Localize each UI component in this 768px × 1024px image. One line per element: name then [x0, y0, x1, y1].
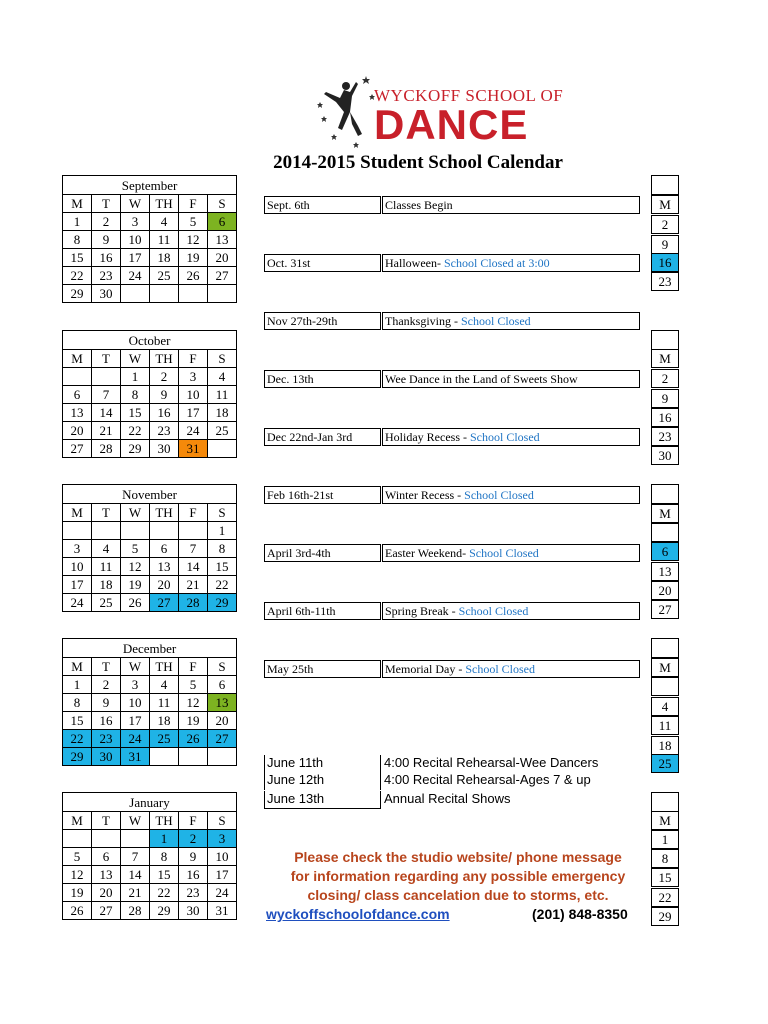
date-cell — [208, 285, 237, 303]
date-cell: 3 — [179, 368, 208, 386]
date-cell: 6 — [208, 676, 237, 694]
date-cell: 2 — [92, 676, 121, 694]
recital-date: June 12th — [264, 772, 381, 790]
dancer-stars-icon — [316, 72, 376, 152]
date-cell: 7 — [92, 386, 121, 404]
day-header: M — [63, 658, 92, 676]
date-cell — [150, 748, 179, 766]
date-cell: 8 — [63, 694, 92, 712]
day-header: TH — [150, 504, 179, 522]
date-cell: 31 — [121, 748, 150, 766]
right-column-cell: M — [651, 811, 679, 830]
date-cell — [63, 522, 92, 540]
right-column-cell: 20 — [651, 581, 679, 600]
right-column-cell: 4 — [651, 697, 679, 716]
date-cell: 10 — [208, 848, 237, 866]
date-cell: 17 — [208, 866, 237, 884]
right-column-cell: 9 — [651, 389, 679, 408]
date-cell: 16 — [150, 404, 179, 422]
date-cell — [150, 285, 179, 303]
date-cell: 13 — [150, 558, 179, 576]
date-cell: 24 — [63, 594, 92, 612]
month-table-december — [62, 638, 237, 766]
month-table-october — [62, 330, 237, 458]
date-cell: 5 — [179, 676, 208, 694]
date-cell: 29 — [63, 748, 92, 766]
date-cell: 1 — [63, 676, 92, 694]
date-cell: 17 — [63, 576, 92, 594]
date-cell: 9 — [92, 231, 121, 249]
date-cell: 19 — [179, 712, 208, 730]
date-cell: 10 — [121, 231, 150, 249]
date-cell: 31 — [208, 902, 237, 920]
date-cell: 3 — [208, 830, 237, 848]
right-column-cell: 11 — [651, 716, 679, 735]
right-column-cell: 16 — [651, 253, 679, 272]
date-cell: 29 — [208, 594, 237, 612]
date-cell — [92, 830, 121, 848]
day-header: W — [121, 504, 150, 522]
date-cell: 5 — [179, 213, 208, 231]
date-cell — [121, 830, 150, 848]
day-header: S — [208, 350, 237, 368]
date-cell — [63, 368, 92, 386]
event-date: Dec 22nd-Jan 3rd — [264, 428, 381, 446]
date-cell: 12 — [63, 866, 92, 884]
date-cell: 16 — [92, 249, 121, 267]
date-cell: 2 — [92, 213, 121, 231]
day-header: W — [121, 195, 150, 213]
event-date: Dec. 13th — [264, 370, 381, 388]
date-cell: 6 — [92, 848, 121, 866]
date-cell: 19 — [63, 884, 92, 902]
date-cell: 3 — [121, 676, 150, 694]
date-cell: 2 — [150, 368, 179, 386]
day-header: T — [92, 504, 121, 522]
right-column-month-bar — [651, 330, 679, 350]
date-cell: 20 — [92, 884, 121, 902]
day-header: T — [92, 658, 121, 676]
day-header: S — [208, 812, 237, 830]
date-cell: 17 — [121, 712, 150, 730]
date-cell: 22 — [121, 422, 150, 440]
date-cell: 4 — [92, 540, 121, 558]
date-cell: 8 — [121, 386, 150, 404]
date-cell: 14 — [121, 866, 150, 884]
date-cell: 18 — [150, 712, 179, 730]
date-cell: 7 — [179, 540, 208, 558]
month-table-november — [62, 484, 237, 612]
date-cell: 25 — [208, 422, 237, 440]
date-cell: 11 — [150, 231, 179, 249]
date-cell: 1 — [63, 213, 92, 231]
right-column-cell: 16 — [651, 408, 679, 427]
day-header: F — [179, 658, 208, 676]
date-cell — [92, 522, 121, 540]
date-cell: 17 — [179, 404, 208, 422]
date-cell — [92, 368, 121, 386]
date-cell: 20 — [150, 576, 179, 594]
phone-number: (201) 848-8350 — [532, 906, 628, 922]
date-cell: 15 — [63, 712, 92, 730]
event-title — [382, 602, 640, 620]
date-cell: 12 — [121, 558, 150, 576]
date-cell: 30 — [92, 285, 121, 303]
right-column-cell: 18 — [651, 736, 679, 755]
right-column-cell: 9 — [651, 235, 679, 254]
date-cell: 1 — [150, 830, 179, 848]
right-column-cell: 2 — [651, 369, 679, 388]
right-column-cell: M — [651, 349, 679, 368]
date-cell: 22 — [208, 576, 237, 594]
date-cell: 24 — [121, 730, 150, 748]
date-cell: 12 — [179, 231, 208, 249]
day-header: F — [179, 504, 208, 522]
date-cell: 14 — [92, 404, 121, 422]
event-name: Classes Begin — [385, 198, 453, 212]
date-cell: 26 — [63, 902, 92, 920]
event-name: Spring Break - — [385, 604, 459, 618]
right-column-cell: 1 — [651, 830, 679, 849]
date-cell: 1 — [208, 522, 237, 540]
event-title — [382, 660, 640, 678]
day-header: TH — [150, 658, 179, 676]
date-cell: 29 — [121, 440, 150, 458]
recital-title: 4:00 Recital Rehearsal-Wee Dancers — [384, 755, 599, 770]
date-cell: 23 — [92, 730, 121, 748]
date-cell: 24 — [121, 267, 150, 285]
date-cell: 24 — [179, 422, 208, 440]
school-closed-note: School Closed at 3:00 — [443, 256, 550, 270]
date-cell: 26 — [121, 594, 150, 612]
right-column-cell: 23 — [651, 427, 679, 446]
date-cell: 28 — [179, 594, 208, 612]
school-closed-note: School Closed — [465, 662, 535, 676]
event-date: May 25th — [264, 660, 381, 678]
date-cell: 31 — [179, 440, 208, 458]
right-column-cell — [651, 523, 679, 542]
event-name: Winter Recess - — [385, 488, 465, 502]
date-cell — [208, 748, 237, 766]
date-cell: 22 — [63, 730, 92, 748]
date-cell: 28 — [92, 440, 121, 458]
day-header: S — [208, 658, 237, 676]
day-header: TH — [150, 350, 179, 368]
event-name: Thanksgiving - — [385, 314, 461, 328]
event-date: Oct. 31st — [264, 254, 381, 272]
date-cell: 6 — [63, 386, 92, 404]
right-column-cell: 8 — [651, 849, 679, 868]
date-cell: 23 — [92, 267, 121, 285]
date-cell: 15 — [121, 404, 150, 422]
date-cell: 4 — [150, 213, 179, 231]
logo-text-dance: DANCE — [374, 101, 529, 148]
month-name: December — [63, 639, 237, 658]
day-header: S — [208, 504, 237, 522]
date-cell — [179, 285, 208, 303]
date-cell: 18 — [208, 404, 237, 422]
date-cell: 10 — [179, 386, 208, 404]
date-cell: 22 — [150, 884, 179, 902]
date-cell: 25 — [150, 730, 179, 748]
date-cell: 4 — [150, 676, 179, 694]
event-title — [382, 196, 640, 214]
recital-date: June 11th — [264, 755, 381, 773]
date-cell: 20 — [208, 712, 237, 730]
recital-date: June 13th — [264, 791, 381, 809]
recital-title: Annual Recital Shows — [384, 791, 511, 806]
right-column-cell: 30 — [651, 446, 679, 465]
day-header: M — [63, 195, 92, 213]
day-header: M — [63, 812, 92, 830]
date-cell — [179, 522, 208, 540]
day-header: TH — [150, 812, 179, 830]
right-column-month-bar — [651, 792, 679, 812]
date-cell — [150, 522, 179, 540]
right-column-cell: 27 — [651, 600, 679, 619]
date-cell: 1 — [121, 368, 150, 386]
date-cell: 30 — [179, 902, 208, 920]
date-cell: 9 — [92, 694, 121, 712]
date-cell: 5 — [121, 540, 150, 558]
event-title — [382, 370, 640, 388]
date-cell: 3 — [121, 213, 150, 231]
day-header: T — [92, 195, 121, 213]
event-title — [382, 428, 640, 446]
date-cell: 6 — [208, 213, 237, 231]
date-cell: 9 — [150, 386, 179, 404]
school-closed-note: School Closed — [469, 430, 540, 444]
day-header: F — [179, 350, 208, 368]
right-column-cell: 29 — [651, 907, 679, 926]
date-cell: 8 — [150, 848, 179, 866]
date-cell: 11 — [92, 558, 121, 576]
month-name: November — [63, 485, 237, 504]
date-cell: 26 — [179, 730, 208, 748]
date-cell: 29 — [63, 285, 92, 303]
date-cell: 9 — [179, 848, 208, 866]
recital-title: 4:00 Recital Rehearsal-Ages 7 & up — [384, 772, 591, 787]
date-cell: 26 — [179, 267, 208, 285]
day-header: F — [179, 195, 208, 213]
day-header: T — [92, 350, 121, 368]
right-column-cell: 2 — [651, 215, 679, 234]
date-cell: 8 — [63, 231, 92, 249]
school-closed-note: School Closed — [458, 604, 529, 618]
website-link[interactable]: wyckoffschoolofdance.com — [266, 906, 450, 922]
event-title — [382, 312, 640, 330]
right-column-cell: M — [651, 658, 679, 677]
event-name: Wee Dance in the Land of Sweets Show — [385, 372, 578, 386]
day-header: S — [208, 195, 237, 213]
day-header: W — [121, 350, 150, 368]
date-cell: 14 — [179, 558, 208, 576]
month-table-january — [62, 792, 237, 920]
date-cell: 16 — [92, 712, 121, 730]
event-name: Halloween- — [385, 256, 444, 270]
right-column-cell: 25 — [651, 754, 679, 773]
date-cell: 27 — [63, 440, 92, 458]
date-cell: 18 — [150, 249, 179, 267]
date-cell: 23 — [179, 884, 208, 902]
right-column-cell: M — [651, 504, 679, 523]
date-cell — [121, 285, 150, 303]
date-cell: 8 — [208, 540, 237, 558]
school-closed-note: School Closed — [464, 488, 534, 502]
date-cell: 30 — [150, 440, 179, 458]
date-cell: 3 — [63, 540, 92, 558]
right-column-cell: 22 — [651, 888, 679, 907]
date-cell: 13 — [92, 866, 121, 884]
day-header: M — [63, 504, 92, 522]
day-header: F — [179, 812, 208, 830]
logo-text-top: WYCKOFF SCHOOL OF — [374, 86, 564, 105]
date-cell: 27 — [208, 730, 237, 748]
event-date: April 6th-11th — [264, 602, 381, 620]
school-closed-note: School Closed — [469, 546, 539, 560]
date-cell: 27 — [150, 594, 179, 612]
date-cell: 27 — [92, 902, 121, 920]
day-header: M — [63, 350, 92, 368]
date-cell: 11 — [150, 694, 179, 712]
right-column-month-bar — [651, 484, 679, 504]
event-name: Easter Weekend- — [385, 546, 470, 560]
date-cell — [121, 522, 150, 540]
date-cell: 29 — [150, 902, 179, 920]
date-cell: 13 — [208, 231, 237, 249]
right-column-month-bar — [651, 175, 679, 195]
date-cell: 4 — [208, 368, 237, 386]
right-column-month-bar — [651, 638, 679, 658]
date-cell: 20 — [208, 249, 237, 267]
month-name: January — [63, 793, 237, 812]
date-cell: 13 — [208, 694, 237, 712]
date-cell: 19 — [121, 576, 150, 594]
date-cell — [208, 440, 237, 458]
right-column-cell: 6 — [651, 542, 679, 561]
event-date: Nov 27th-29th — [264, 312, 381, 330]
date-cell: 13 — [63, 404, 92, 422]
month-table-september — [62, 175, 237, 303]
event-title — [382, 544, 640, 562]
date-cell: 10 — [63, 558, 92, 576]
date-cell: 20 — [63, 422, 92, 440]
event-date: Feb 16th-21st — [264, 486, 381, 504]
event-title — [382, 254, 640, 272]
date-cell: 7 — [121, 848, 150, 866]
date-cell: 10 — [121, 694, 150, 712]
month-name: October — [63, 331, 237, 350]
date-cell: 23 — [150, 422, 179, 440]
date-cell: 2 — [179, 830, 208, 848]
emergency-notice: Please check the studio website/ phone message for information regarding any possible emergency closing/ class cancelation due to storms, etc. — [290, 849, 626, 903]
date-cell — [179, 748, 208, 766]
date-cell: 16 — [179, 866, 208, 884]
right-column-cell: 15 — [651, 868, 679, 887]
date-cell: 15 — [63, 249, 92, 267]
event-name: Memorial Day - — [385, 662, 466, 676]
date-cell: 21 — [92, 422, 121, 440]
date-cell: 25 — [150, 267, 179, 285]
day-header: W — [121, 812, 150, 830]
school-logo — [316, 72, 566, 152]
date-cell: 6 — [150, 540, 179, 558]
date-cell: 18 — [92, 576, 121, 594]
date-cell: 30 — [92, 748, 121, 766]
event-title — [382, 486, 640, 504]
day-header: T — [92, 812, 121, 830]
event-name: Holiday Recess - — [385, 430, 470, 444]
day-header: TH — [150, 195, 179, 213]
date-cell: 12 — [179, 694, 208, 712]
date-cell — [63, 830, 92, 848]
date-cell: 27 — [208, 267, 237, 285]
date-cell: 22 — [63, 267, 92, 285]
event-date: Sept. 6th — [264, 196, 381, 214]
right-column-cell: M — [651, 195, 679, 214]
date-cell: 28 — [121, 902, 150, 920]
date-cell: 24 — [208, 884, 237, 902]
date-cell: 25 — [92, 594, 121, 612]
event-date: April 3rd-4th — [264, 544, 381, 562]
page-title: 2014-2015 Student School Calendar — [273, 152, 563, 173]
day-header: W — [121, 658, 150, 676]
date-cell: 15 — [150, 866, 179, 884]
right-column-cell — [651, 677, 679, 696]
date-cell: 15 — [208, 558, 237, 576]
date-cell: 17 — [121, 249, 150, 267]
right-column-cell: 23 — [651, 272, 679, 291]
right-column-cell: 13 — [651, 562, 679, 581]
date-cell: 21 — [179, 576, 208, 594]
date-cell: 11 — [208, 386, 237, 404]
date-cell: 19 — [179, 249, 208, 267]
date-cell: 5 — [63, 848, 92, 866]
month-name: September — [63, 176, 237, 195]
date-cell: 21 — [121, 884, 150, 902]
school-closed-note: School Closed — [461, 314, 531, 328]
